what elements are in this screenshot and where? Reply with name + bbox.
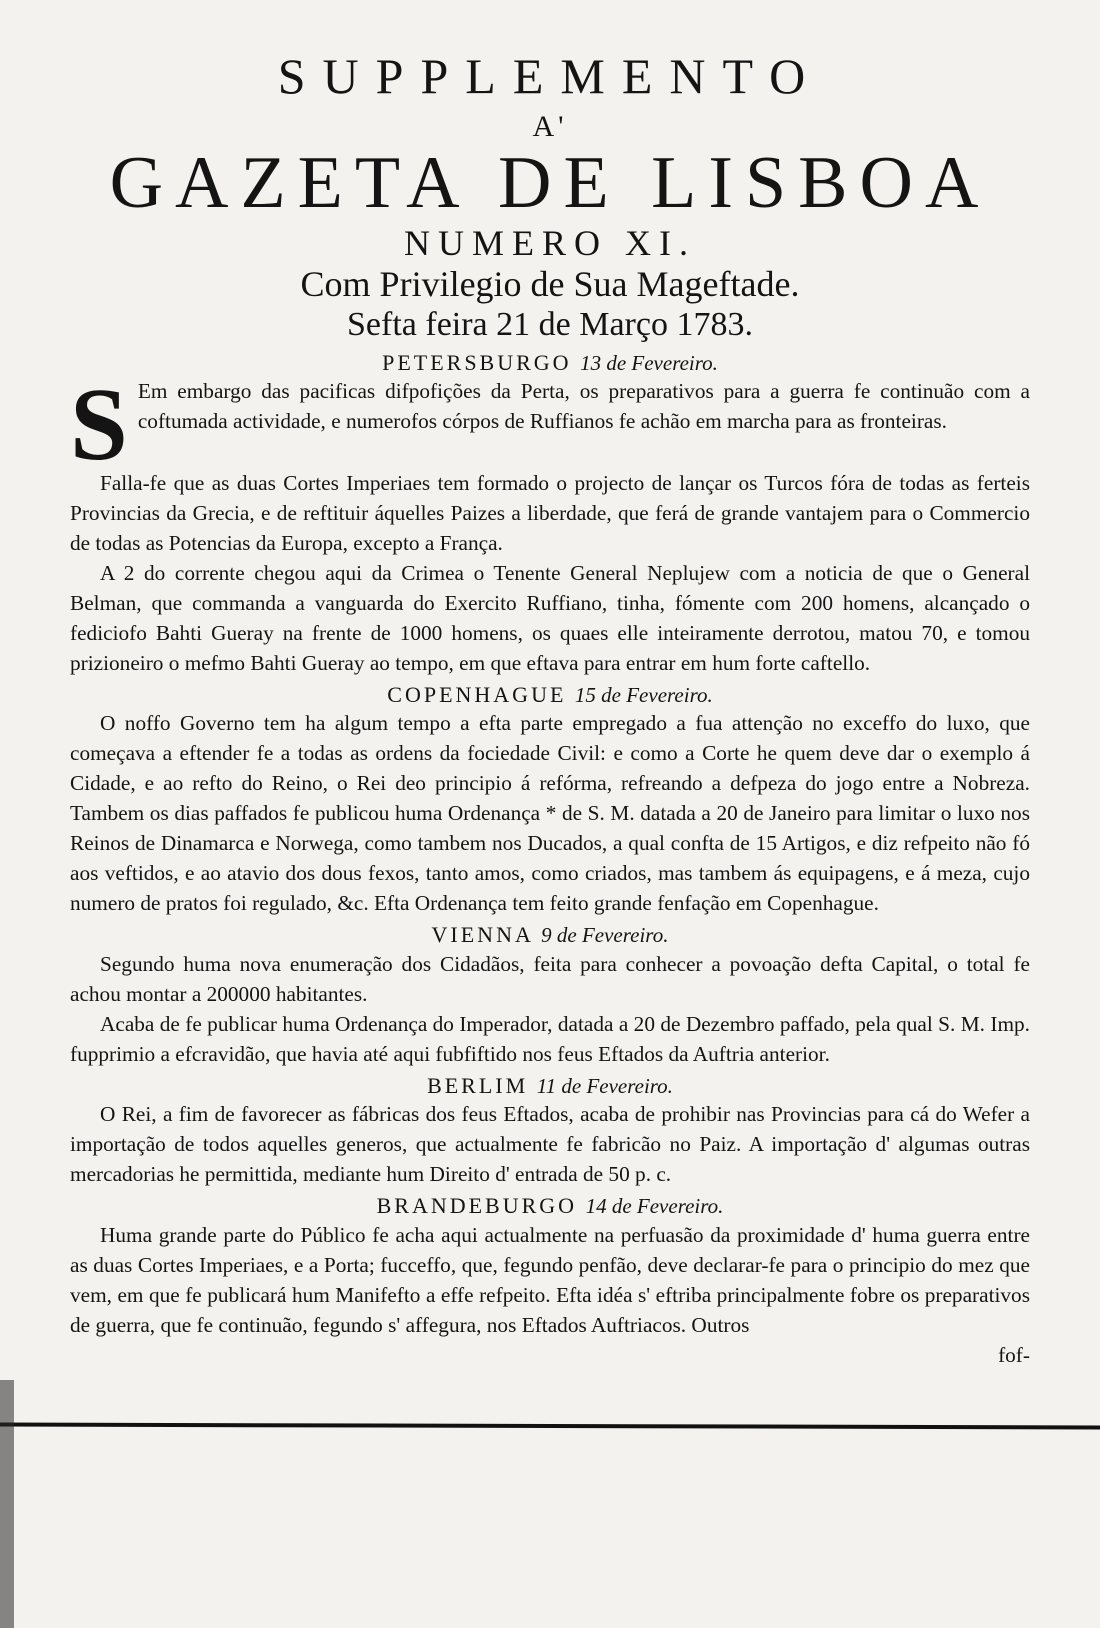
royal-privilege-line: Com Privilegio de Sua Mageftade. xyxy=(300,263,800,304)
newspaper-title: GAZETA DE LISBOA xyxy=(109,142,991,224)
section-date: 9 de Fevereiro. xyxy=(541,923,669,948)
article-paragraph: A 2 do corrente chegou aqui da Crimea o Tenente General Neplujew com a noticia de que o General Belman, que commanda a vanguarda do Exercito Ruffiano, tinha, fómente com 200 homens, alcançado o fediciofo Bahti Gueray na frente de 1000 homens, os quaes elle inteiramente derrotou, matou 70, e tomou prizioneiro o mefmo Bahti Gueray ao tempo, em que eftava para entrar em hum forte caftello. xyxy=(70,560,1030,675)
section-place: PETERSBURGO xyxy=(382,349,572,375)
article-paragraph: Huma grande parte do Público fe acha aqui actualmente na perfuasão da proximidade d' huma guerra entre as duas Cortes Imperiaes, e a Porta; fucceffo, que, fegundo penfão, deve declarar-fe para o principio do mez que vem, em que fe publicará hum Manifefto a effe refpeito. Efta idéa s' eftriba principalmente fobre os preparativos de guerra, que fe continuão, fegundo s' affegura, nos Eftados Auftriacos. Outros xyxy=(70,1222,1030,1337)
supplement-preposition: A' xyxy=(532,109,568,143)
section-heading-vienna xyxy=(70,921,1030,949)
section-date: 15 de Fevereiro. xyxy=(574,682,713,707)
section-heading-petersburgo xyxy=(70,349,1030,377)
section-place: VIENNA xyxy=(431,922,533,948)
section-heading-brandeburgo xyxy=(70,1192,1030,1220)
catchword: fof- xyxy=(998,1342,1030,1367)
supplement-title: SUPPLEMENTO xyxy=(277,48,823,104)
article-paragraph: Segundo huma nova enumeração dos Cidadãos, feita para conhecer a povoação defta Capital, o total fe achou montar a 200000 habitantes. xyxy=(70,951,1030,1006)
article-paragraph: O noffo Governo tem ha algum tempo a efta parte empregado a fua attenção no exceffo do luxo, que começava a eftender fe a todas as ordens da fociedade Civil: e como a Corte he quem deve dar o exemplo á Cidade, e ao refto do Reino, o Rei deo principio á refórma, refreando a defpeza do jogo entre a Nobreza. Tambem os dias paffados fe publicou huma Ordenança * de S. M. datada a 20 de Janeiro para limitar o luxo nos Reinos de Dinamarca e Norwega, como tambem nos Ducados, a qual confta de 15 Artigos, e diz refpeito não fó aos veftidos, e ao atavio dos dous fexos, tanto amos, como criados, mas tambem ás equipagens, e á meza, cujo numero de pratos foi regulado, &c. Efta Ordenança tem feito grande fenfação em Copenhague. xyxy=(70,711,1030,916)
section-place: BERLIM xyxy=(427,1072,529,1098)
article-paragraph: Em embargo das pacificas difpofições da Perta, os preparativos para a guerra fe continuão com a coftumada actividade, e numerofos córpos de Ruffianos fe achão em marcha para as fronteiras. xyxy=(137,379,1030,434)
masthead xyxy=(70,50,1030,346)
binding-shadow xyxy=(0,1380,14,1628)
section-date: 13 de Fevereiro. xyxy=(580,350,718,375)
section-place: BRANDEBURGO xyxy=(376,1193,578,1219)
article-paragraph: Acaba de fe publicar huma Ordenança do Imperador, datada a 20 de Dezembro paffado, pela qual S. M. Imp. fupprimio a efcravidão, que havia até aqui fubfiftido nos feus Eftados da Auftria anterior. xyxy=(70,1011,1030,1066)
section-place: COPENHAGUE xyxy=(387,681,567,707)
issue-number: NUMERO XI. xyxy=(404,223,696,263)
issue-date: Sefta feira 21 de Março 1783. xyxy=(347,305,753,343)
scan-fold-line xyxy=(0,1423,1100,1430)
article-petersburgo xyxy=(70,376,1030,467)
drop-cap: S xyxy=(70,376,128,468)
section-date: 14 de Fevereiro. xyxy=(585,1194,724,1219)
section-date: 11 de Fevereiro. xyxy=(536,1073,673,1098)
section-heading-copenhague xyxy=(70,681,1030,709)
article-paragraph: O Rei, a fim de favorecer as fábricas dos feus Eftados, acaba de prohibir nas Provincias para cá do Wefer a importação de todos aquelles generos, que actualmente fe fabricão no Paiz. A importação d' algumas outras mercadorias he permittida, mediante hum Direito d' entrada de 50 p. c. xyxy=(70,1102,1030,1187)
section-heading-berlim xyxy=(70,1072,1030,1100)
article-paragraph: Falla-fe que as duas Cortes Imperiaes tem formado o projecto de lançar os Turcos fóra de todas as ferteis Provincias da Grecia, e de reftituir áquelles Paizes a liberdade, que ferá de grande vantajem para o Commercio de todas as Potencias da Europa, excepto a França. xyxy=(70,470,1030,555)
